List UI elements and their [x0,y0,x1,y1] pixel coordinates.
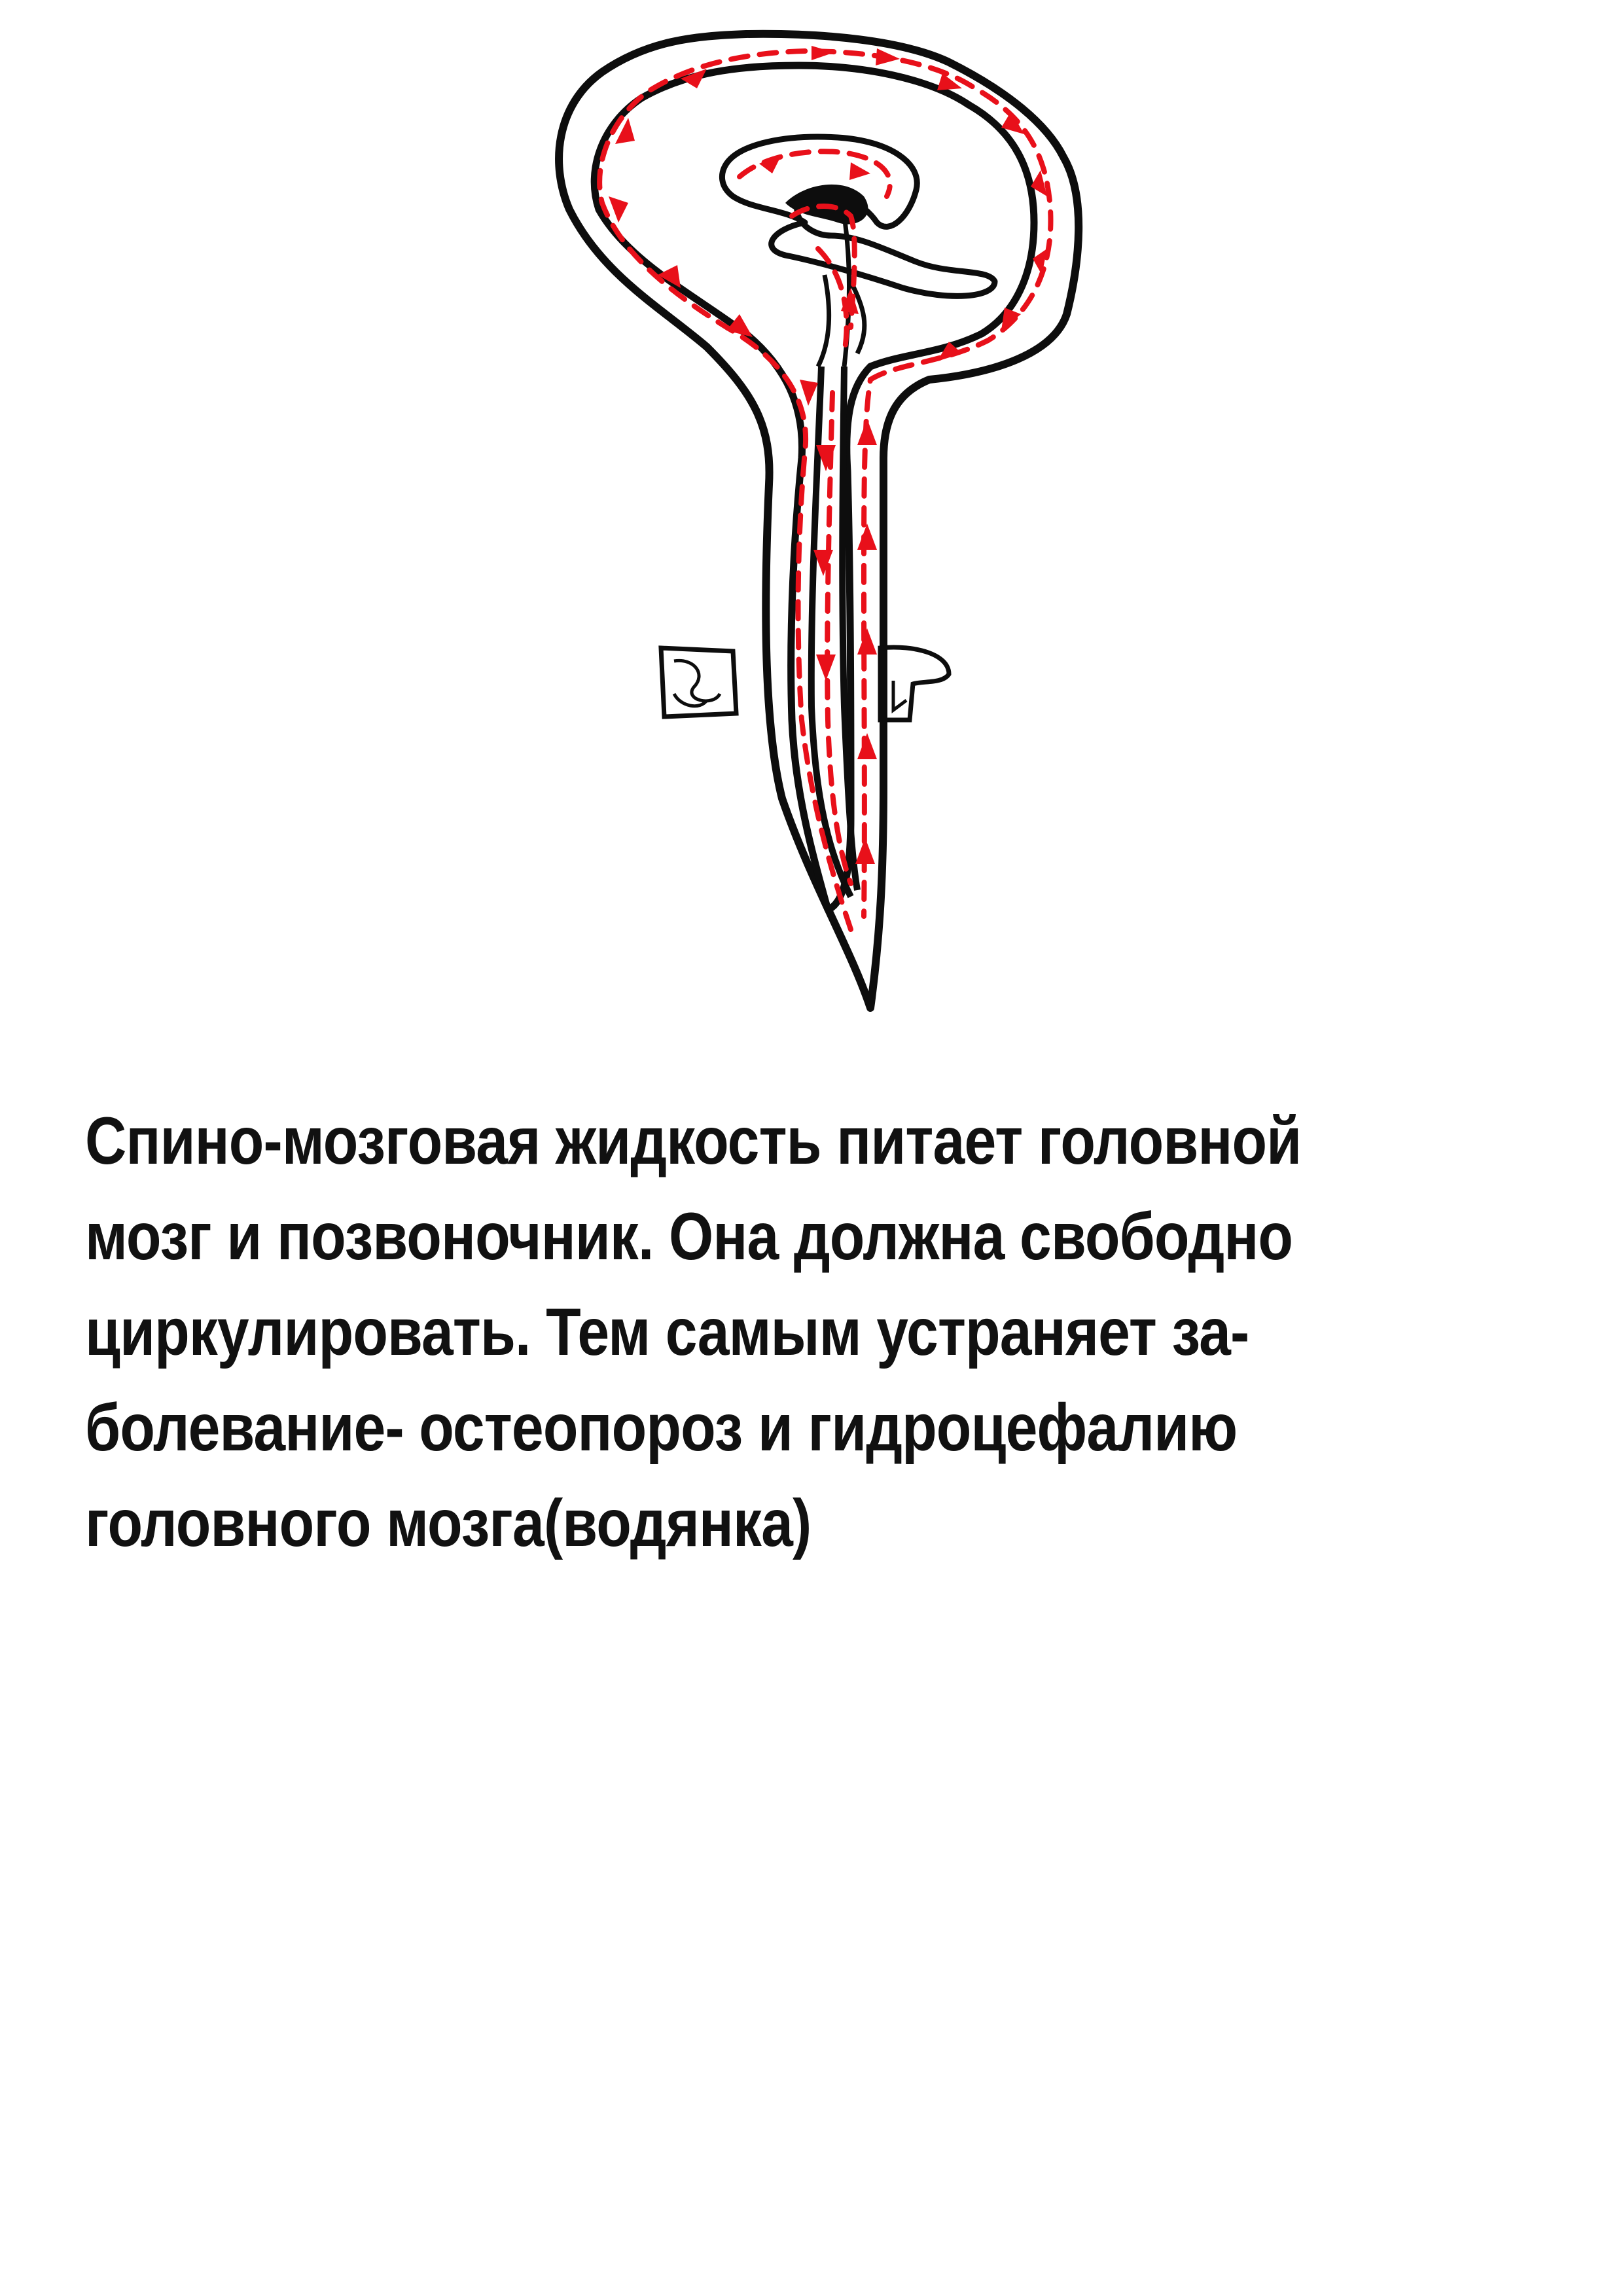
vertebra-right [880,647,949,720]
caption-line-4: болевание- остеопороз и гидроцефалию [85,1390,1238,1465]
csf-circulation-drawing [537,20,1126,1080]
caption-line-2: мозг и позвоночник. Она должна свободно [85,1199,1293,1274]
caption-line-5: головного мозга(водянка) [85,1486,812,1560]
flow-outer-top [599,51,1050,929]
flow-ventricles [740,151,890,353]
vertebra-left [661,648,736,717]
caption-paragraph [85,1093,1351,1571]
outer-outline [559,34,1079,1008]
caption-line-3: циркулировать. Тем самым устраняет за- [85,1295,1249,1369]
caption-line-1: Спино-мозговая жидкость питает головной [85,1103,1302,1178]
